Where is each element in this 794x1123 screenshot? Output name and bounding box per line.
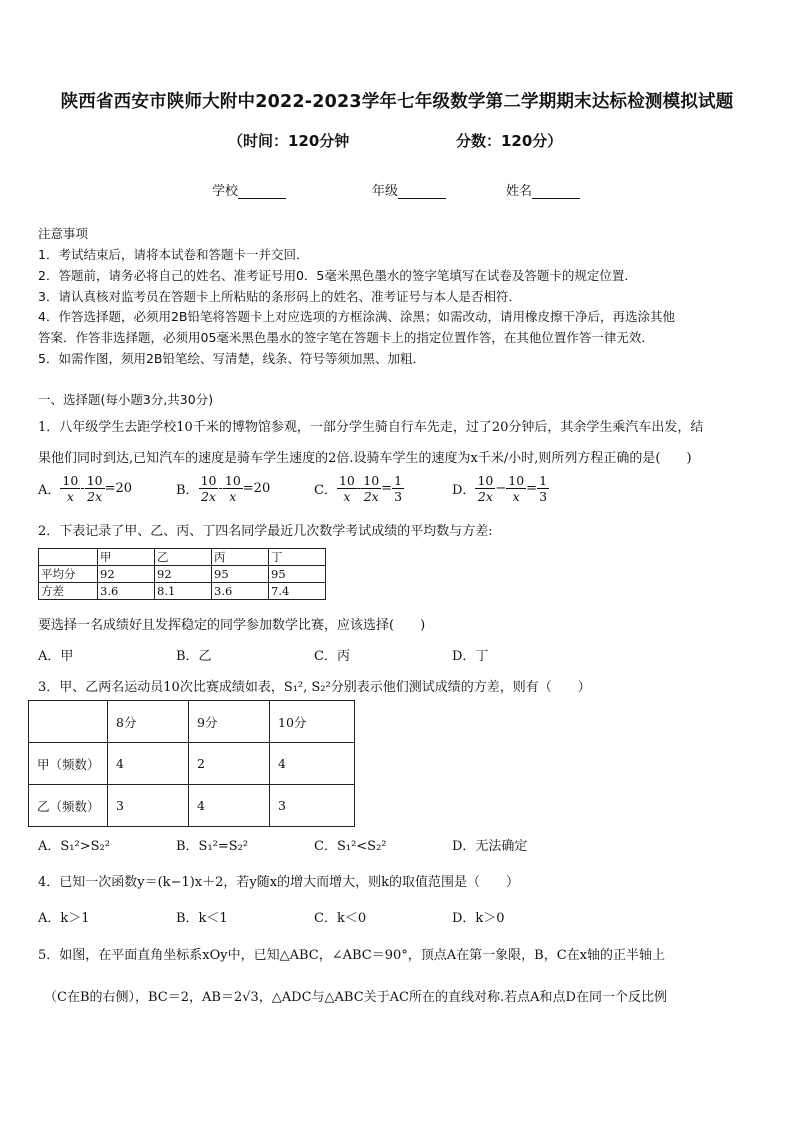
table-cell	[29, 701, 108, 743]
school-blank	[238, 185, 286, 199]
note-item: 答案．作答非选择题，必须用05毫米黑色墨水的签字笔在答题卡上的指定位置作答，在其他位置作答一律无效．	[38, 330, 654, 345]
q3-option-b[interactable]: B．S₁²=S₂²	[176, 839, 249, 854]
q2-table	[38, 548, 326, 600]
q5-stem-line1: 5．如图，在平面直角坐标系xOy中，已知△ABC，∠ABC＝90°，顶点A在第一象限，B，C在x轴的正半轴上	[38, 948, 666, 963]
q2-option-a[interactable]: A．甲	[38, 649, 74, 664]
table-cell: 甲（频数）	[29, 743, 108, 785]
q1-option-b[interactable]	[176, 473, 270, 504]
q2-question: 要选择一名成绩好且发挥稳定的同学参加数学比赛，应该选择( )	[38, 618, 426, 633]
table-cell: 8分	[108, 701, 189, 743]
fraction: $\frac{10}{x}$	[62, 473, 79, 504]
school-field	[212, 180, 286, 199]
note-item: 5．如需作图，须用2B铅笔绘、写清楚，线条、符号等须加黑、加粗．	[38, 351, 425, 366]
q2-option-b[interactable]: B．乙	[176, 649, 212, 664]
grade-field	[372, 180, 446, 199]
q5-stem-line2: （C在B的右侧），BC＝2，AB＝2√3，△ADC与△ABC关于AC所在的直线对称.若点A和点D在同一个反比例	[44, 990, 667, 1005]
grade-label: 年级	[372, 184, 399, 199]
q4-option-a[interactable]: A．k＞1	[38, 911, 90, 926]
q2-option-d[interactable]: D．丁	[452, 649, 489, 664]
table-cell: 丁	[269, 549, 326, 566]
table-cell: 3	[270, 785, 355, 827]
option-label: D．	[452, 483, 476, 498]
note-item: 4．作答选择题，必须用2B铅笔将答题卡上对应选项的方框涂满、涂黑；如需改动，请用橡皮擦干净后，再选涂其他	[38, 309, 675, 324]
q1-option-c[interactable]	[314, 473, 404, 504]
q3-option-a[interactable]: A．S₁²>S₂²	[38, 839, 110, 854]
section-heading: 一、选择题(每小题3分,共30分)	[38, 392, 214, 407]
q1-option-a[interactable]	[38, 473, 132, 504]
table-row	[29, 701, 355, 743]
fraction: $\frac{10}{2x}$	[200, 473, 217, 504]
table-cell: 7.4	[269, 583, 326, 600]
fraction: $\frac{10}{x}$	[224, 473, 241, 504]
fraction: $\frac{10}{2x}$	[477, 473, 494, 504]
option-label: B．	[176, 483, 199, 498]
table-cell: 甲	[98, 549, 155, 566]
note-item: 1．考试结束后，请将本试卷和答题卡一并交回．	[38, 247, 309, 262]
q4-option-d[interactable]: D．k＞0	[452, 911, 505, 926]
table-cell: 92	[98, 566, 155, 583]
operator: −	[495, 481, 507, 496]
q4-stem: 4．已知一次函数y＝(k−1)x＋2，若y随x的增大而增大，则k的取值范围是（ ）	[38, 875, 519, 890]
table-cell: 丙	[212, 549, 269, 566]
table-cell: 平均分	[39, 566, 98, 583]
table-cell: 4	[189, 785, 270, 827]
table-cell: 3.6	[212, 583, 269, 600]
exam-title: 陕西省西安市陕师大附中2022-2023学年七年级数学第二学期期末达标检测模拟试题	[60, 92, 734, 112]
table-cell: 方差	[39, 583, 98, 600]
name-field	[506, 180, 580, 199]
fraction: $\frac{10}{2x}$	[363, 473, 380, 504]
table-cell: 2	[189, 743, 270, 785]
table-row	[39, 583, 326, 600]
table-cell: 92	[155, 566, 212, 583]
q1-stem-line2: 果他们同时到达,已知汽车的速度是骑车学生速度的2倍.设骑车学生的速度为x千米/小时,则所列方程正确的是( )	[38, 451, 692, 466]
table-cell: 乙	[155, 549, 212, 566]
operator: -	[218, 481, 223, 496]
table-row	[39, 549, 326, 566]
operator: -	[80, 481, 85, 496]
exam-time: （时间：120分钟	[228, 132, 350, 150]
table-cell: 95	[212, 566, 269, 583]
q2-option-c[interactable]: C．丙	[314, 649, 350, 664]
table-cell: 8.1	[155, 583, 212, 600]
note-item: 3．请认真核对监考员在答题卡上所粘贴的条形码上的姓名、准考证号与本人是否相符．	[38, 289, 521, 304]
q3-table	[28, 700, 355, 827]
rhs: =20	[242, 481, 271, 496]
table-cell: 9分	[189, 701, 270, 743]
option-label: A．	[38, 483, 61, 498]
table-cell	[39, 549, 98, 566]
fraction: $\frac{10}{x}$	[338, 473, 355, 504]
fraction: $\frac{1}{3}$	[539, 473, 548, 504]
q4-option-c[interactable]: C．k＜0	[314, 911, 367, 926]
operator: -	[356, 481, 362, 496]
q3-option-d[interactable]: D．无法确定	[452, 839, 528, 854]
q3-stem: 3．甲、乙两名运动员10次比赛成绩如表，S₁², S₂²分别表示他们测试成绩的方差，则有（ ）	[38, 680, 591, 695]
table-cell: 4	[108, 743, 189, 785]
rhs: =20	[104, 481, 133, 496]
q1-option-d[interactable]	[452, 473, 549, 504]
table-cell: 乙（频数）	[29, 785, 108, 827]
table-cell: 3.6	[98, 583, 155, 600]
name-label: 姓名	[506, 184, 533, 199]
table-cell: 4	[270, 743, 355, 785]
equals: =	[526, 481, 538, 496]
table-row	[29, 785, 355, 827]
table-row	[39, 566, 326, 583]
fraction: $\frac{10}{2x}$	[86, 473, 103, 504]
grade-blank	[398, 185, 446, 199]
fraction: $\frac{10}{x}$	[508, 473, 525, 504]
fraction: $\frac{1}{3}$	[394, 473, 403, 504]
table-cell: 10分	[270, 701, 355, 743]
name-blank	[532, 185, 580, 199]
q2-stem: 2．下表记录了甲、乙、丙、丁四名同学最近几次数学考试成绩的平均数与方差:	[38, 524, 493, 539]
notes-heading: 注意事项	[38, 226, 89, 241]
exam-score: 分数：120分）	[456, 132, 563, 150]
option-label: C．	[314, 483, 337, 498]
note-item: 2．答题前，请务必将自己的姓名、准考证号用0．5毫米黑色墨水的签字笔填写在试卷及答题卡的规定位置．	[38, 268, 637, 283]
q3-option-c[interactable]: C．S₁²<S₂²	[314, 839, 387, 854]
school-label: 学校	[212, 184, 239, 199]
q1-stem-line1: 1．八年级学生去距学校10千米的博物馆参观，一部分学生骑自行车先走，过了20分钟后，其余学生乘汽车出发，结	[38, 420, 704, 435]
table-cell: 3	[108, 785, 189, 827]
table-row	[29, 743, 355, 785]
table-cell: 95	[269, 566, 326, 583]
q4-option-b[interactable]: B．k＜1	[176, 911, 228, 926]
equals: =	[381, 481, 393, 496]
